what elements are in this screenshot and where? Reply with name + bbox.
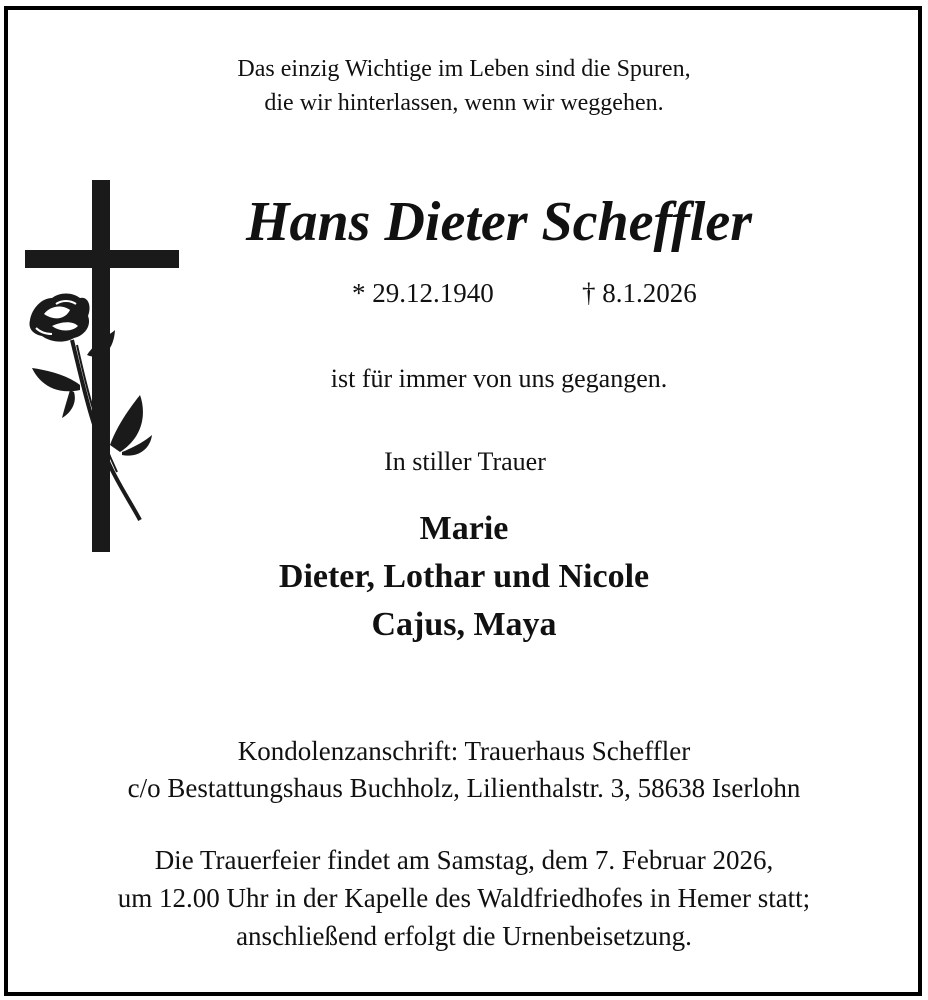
deceased-name: Hans Dieter Scheffler <box>245 191 753 253</box>
passing-statement: ist für immer von uns gegangen. <box>330 364 668 393</box>
motto-line-1: Das einzig Wichtige im Leben sind die Spuren, <box>237 56 691 82</box>
death-date: † 8.1.2026 <box>582 278 697 308</box>
mourning-intro: In stiller Trauer <box>384 447 546 476</box>
motto-line-2: die wir hinterlassen, wenn wir weggehen. <box>264 90 664 116</box>
life-dates <box>0 278 928 312</box>
birth-date: * 29.12.1940 <box>352 278 494 308</box>
service-line-3: anschließend erfolgt die Urnenbeisetzung. <box>236 921 692 951</box>
mourner-line-2: Dieter, Lothar und Nicole <box>278 558 650 595</box>
mourner-line-1: Marie <box>419 510 509 547</box>
service-line-2: um 12.00 Uhr in der Kapelle des Waldfriedhofes in Hemer statt; <box>117 883 811 913</box>
service-line-1: Die Trauerfeier findet am Samstag, dem 7. Februar 2026, <box>154 845 774 875</box>
rose-icon <box>30 294 153 521</box>
condolence-line-1: Kondolenzanschrift: Trauerhaus Scheffler <box>237 736 691 766</box>
mourner-line-3: Cajus, Maya <box>371 606 557 643</box>
condolence-line-2: c/o Bestattungshaus Buchholz, Lilienthalstr. 3, 58638 Iserlohn <box>127 773 801 803</box>
